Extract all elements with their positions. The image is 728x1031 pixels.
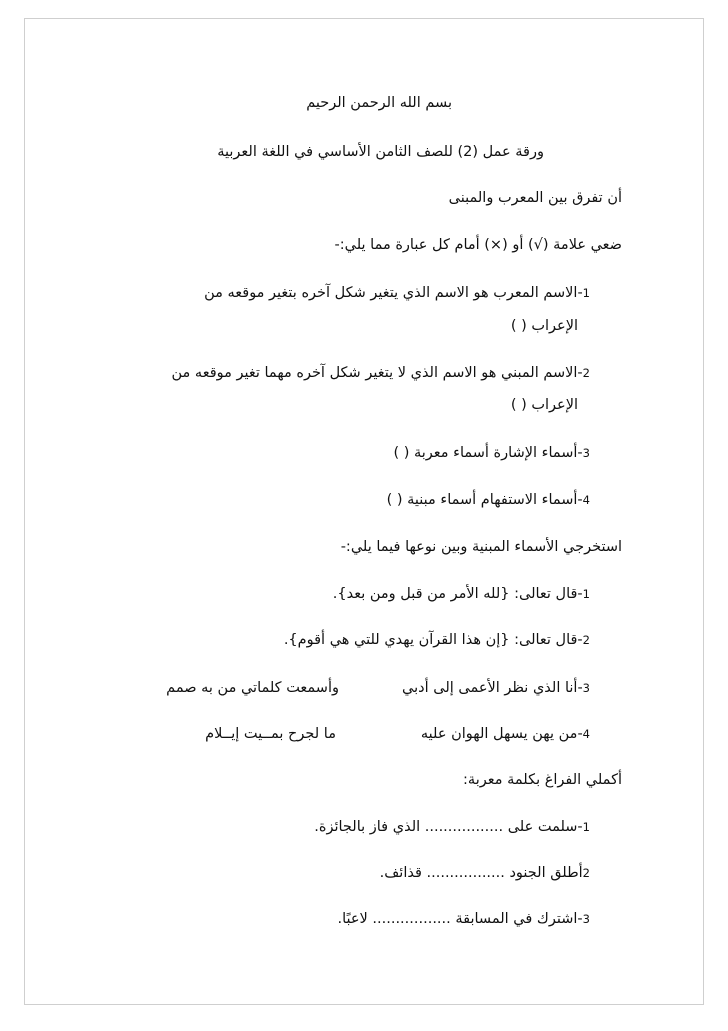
item-text: -قال تعالى: {إن هذا القرآن يهدي للتي هي أقوم}. bbox=[283, 632, 583, 648]
section2-item-4-first-hemistich bbox=[421, 724, 590, 744]
section1-item-1-continuation: الإعراب ( ) bbox=[510, 318, 578, 334]
section1-instruction: ضعي علامة (√) أو (×) أمام كل عبارة مما يلي:- bbox=[334, 237, 622, 253]
item-number: 1 bbox=[582, 286, 590, 300]
section1-item-2 bbox=[172, 363, 590, 383]
document-page bbox=[24, 18, 704, 1005]
basmala: بسم الله الرحمن الرحيم bbox=[306, 95, 452, 111]
item-number: 2 bbox=[582, 366, 590, 380]
item-text: -أنا الذي نظر الأعمى إلى أدبي bbox=[402, 680, 583, 696]
section2-item-2 bbox=[284, 630, 590, 650]
item-number: 4 bbox=[582, 727, 590, 741]
item-text: -سلمت على ................. الذي فاز بالجائزة. bbox=[314, 819, 583, 835]
worksheet-title: ورقة عمل (2) للصف الثامن الأساسي في اللغة العربية bbox=[217, 144, 544, 160]
item-text: -قال تعالى: {لله الأمر من قبل ومن بعد}. bbox=[332, 586, 583, 602]
item-number: 1 bbox=[582, 820, 590, 834]
lesson-objective: أن تفرق بين المعرب والمبنى bbox=[448, 190, 622, 206]
item-text: -اشترك في المسابقة ................. لاعبًا. bbox=[337, 911, 583, 927]
section1-item-1 bbox=[204, 283, 590, 303]
section1-item-4 bbox=[387, 490, 590, 510]
item-number: 1 bbox=[582, 587, 590, 601]
section1-item-3 bbox=[393, 443, 590, 463]
section2-item-3-second-hemistich: وأسمعت كلماتي من به صمم bbox=[166, 680, 339, 696]
item-text: أطلق الجنود ................. قذائف. bbox=[379, 865, 583, 881]
section3-instruction: أكملي الفراغ بكلمة معربة: bbox=[463, 772, 622, 788]
section2-item-3-first-hemistich bbox=[402, 678, 590, 698]
item-text: -من يهن يسهل الهوان عليه bbox=[420, 726, 583, 742]
item-text: -الاسم المعرب هو الاسم الذي يتغير شكل آخره بتغير موقعه من bbox=[204, 285, 583, 301]
section3-item-1 bbox=[314, 817, 590, 837]
item-number: 3 bbox=[582, 912, 590, 926]
item-text: -الاسم المبني هو الاسم الذي لا يتغير شكل آخره مهما تغير موقعه من bbox=[171, 365, 583, 381]
item-number: 2 bbox=[582, 866, 590, 880]
section3-item-3 bbox=[337, 909, 590, 929]
section1-item-2-continuation: الإعراب ( ) bbox=[510, 397, 578, 413]
item-number: 3 bbox=[582, 681, 590, 695]
item-number: 3 bbox=[582, 446, 590, 460]
item-number: 2 bbox=[582, 633, 590, 647]
section2-instruction: استخرجي الأسماء المبنية وبين نوعها فيما يلي:- bbox=[340, 539, 622, 555]
section2-item-4-second-hemistich: ما لجرح بمــيت إيــلام bbox=[205, 726, 336, 742]
section3-item-2 bbox=[380, 863, 590, 883]
item-text: -أسماء الإشارة أسماء معربة ( ) bbox=[393, 445, 583, 461]
item-text: -أسماء الاستفهام أسماء مبنية ( ) bbox=[386, 492, 583, 508]
item-number: 4 bbox=[582, 493, 590, 507]
section2-item-1 bbox=[333, 584, 590, 604]
